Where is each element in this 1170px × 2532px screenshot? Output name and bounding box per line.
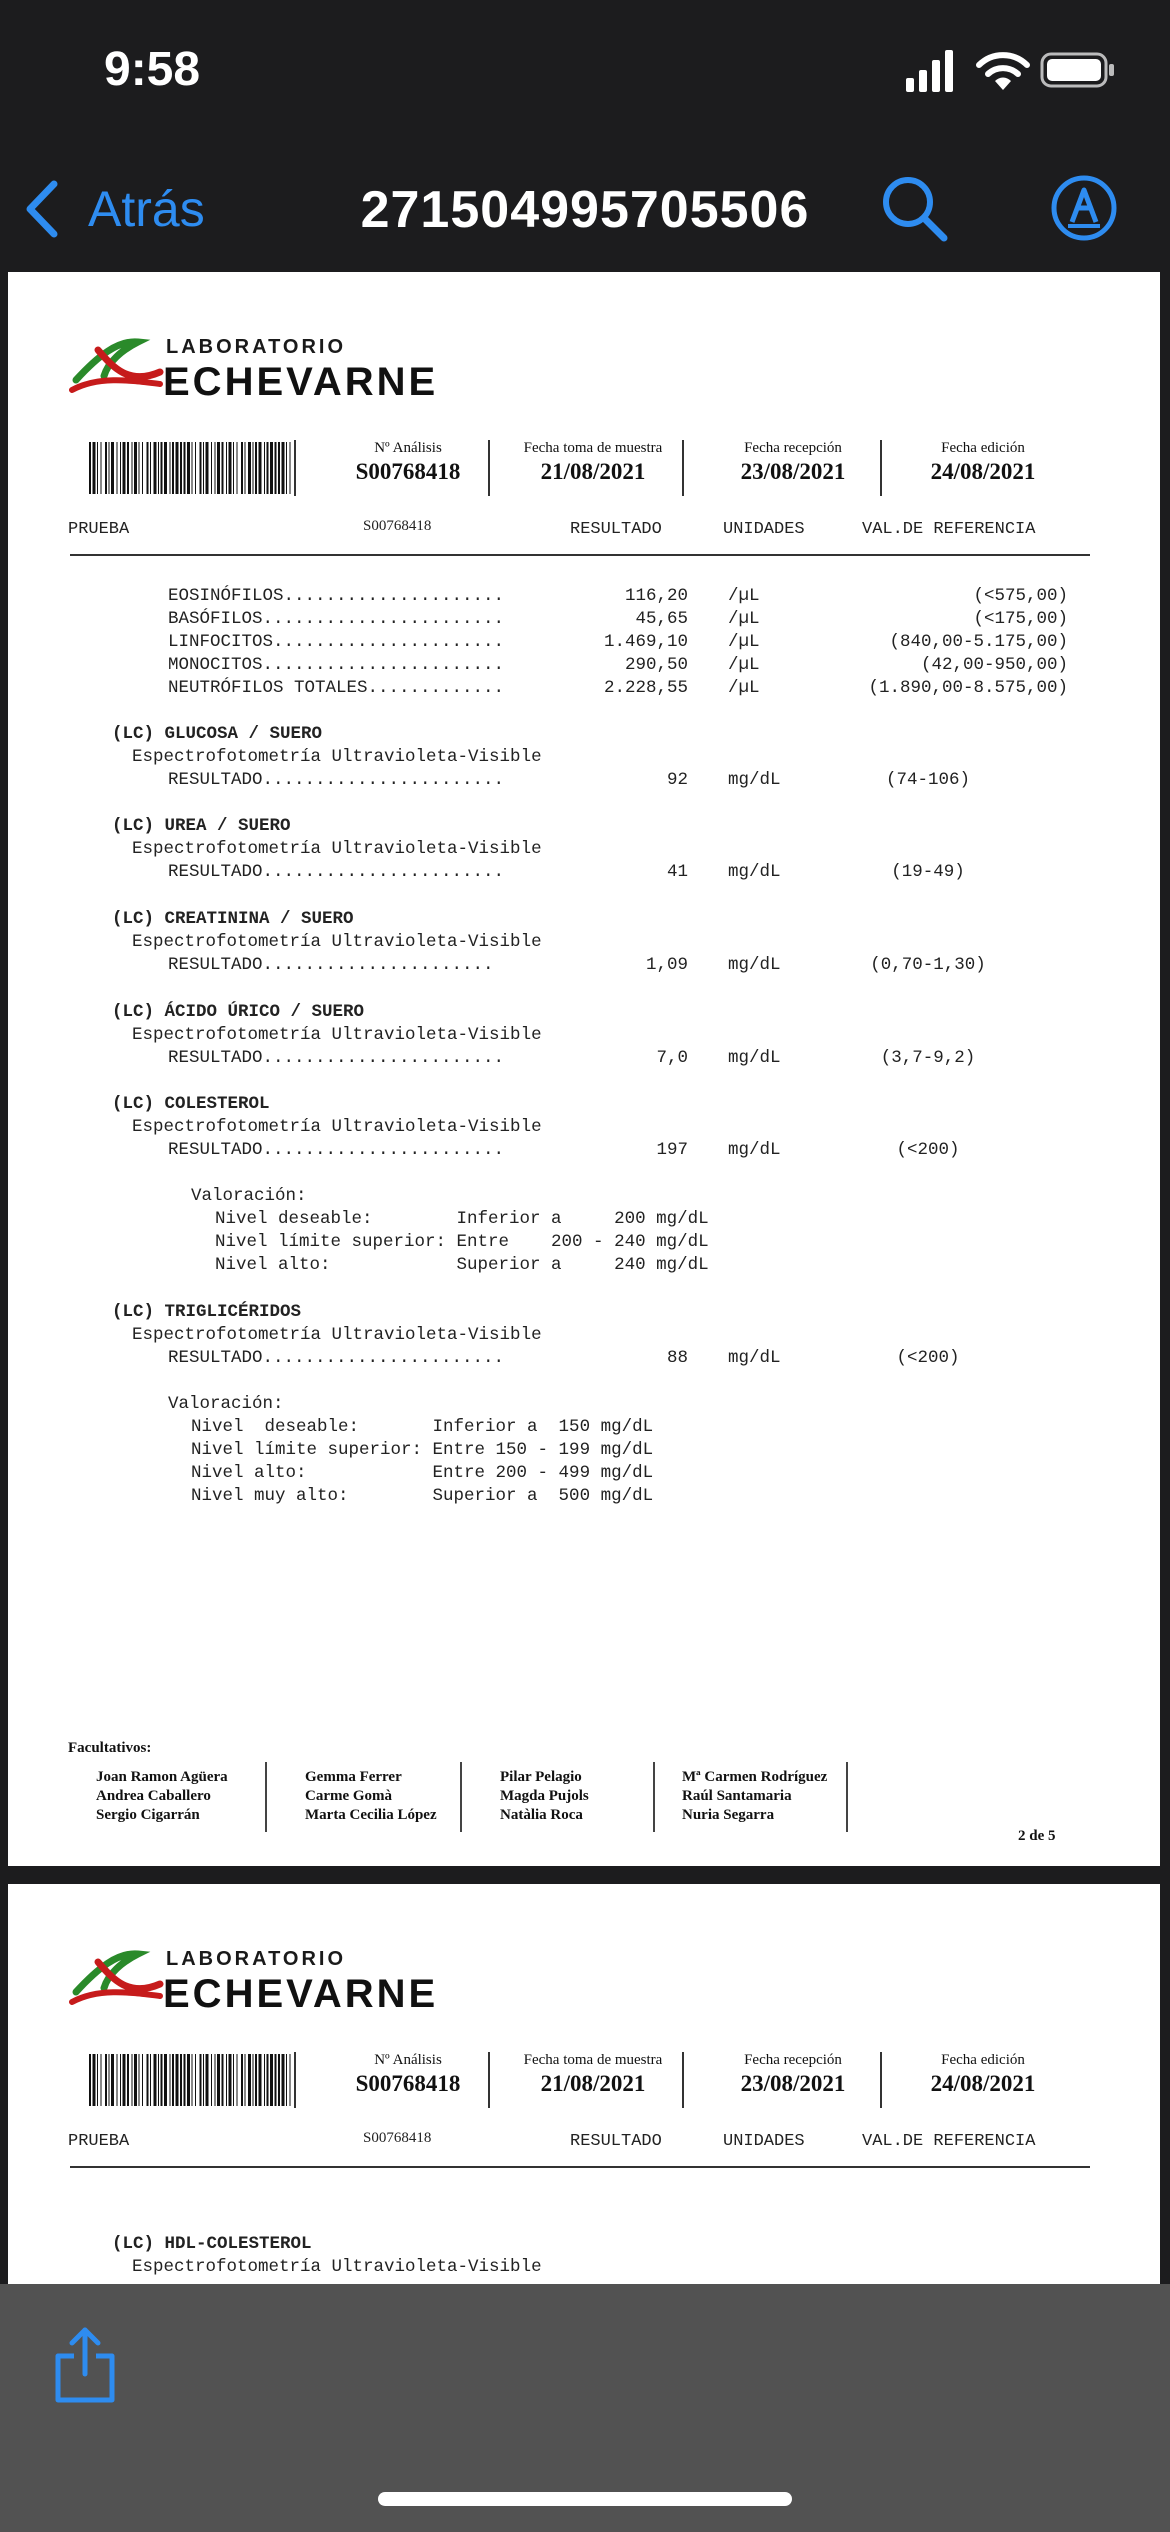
barcode-image — [88, 2054, 293, 2106]
test-method: Espectrofotometría Ultravioleta-Visible — [132, 1325, 542, 1345]
test-method: Espectrofotometría Ultravioleta-Visible — [132, 1025, 542, 1045]
diff-unit: /µL — [728, 586, 760, 606]
bottom-toolbar — [0, 2284, 1170, 2532]
edition-date-value: 24/08/2021 — [930, 459, 1036, 484]
test-result-label: RESULTADO...................... — [168, 955, 494, 975]
diff-name: LINFOCITOS...................... — [168, 632, 505, 652]
reception-date-block — [698, 440, 888, 485]
chol-valoracion-line: Nivel deseable: Inferior a 200 mg/dL — [215, 1209, 709, 1229]
trig-valoracion-line: Nivel muy alto: Superior a 500 mg/dL — [191, 1486, 654, 1506]
test-title: (LC) UREA / SUERO — [112, 816, 291, 836]
test-method: Espectrofotometría Ultravioleta-Visible — [132, 1117, 542, 1137]
test-unit: mg/dL — [728, 1140, 781, 1160]
test-method: Espectrofotometría Ultravioleta-Visible — [132, 839, 542, 859]
test-result-label: RESULTADO....................... — [168, 770, 505, 790]
sample-date-block — [498, 2052, 688, 2097]
column-header-unidades: UNIDADES — [723, 2132, 805, 2151]
lab-logo-icon — [68, 1948, 168, 2010]
diff-ref: (<575,00) — [973, 586, 1068, 606]
diff-value: 116,20 — [624, 586, 688, 606]
test-result-label: RESULTADO....................... — [168, 862, 505, 882]
lab-label-small: LABORATORIO — [166, 1948, 347, 1970]
chol-valoracion-title: Valoración: — [191, 1186, 307, 1206]
trig-valoracion-line: Nivel deseable: Inferior a 150 mg/dL — [191, 1417, 654, 1437]
diff-ref: (42,00-950,00) — [920, 655, 1068, 675]
trig-valoracion-title: Valoración: — [168, 1394, 284, 1414]
header-divider — [488, 2052, 490, 2108]
test-ref: (<200) — [896, 1348, 960, 1368]
doctor-name: Pilar Pelagio — [500, 1769, 582, 1785]
facultativos-column — [500, 1768, 589, 1825]
sample-id-small: S00768418 — [363, 518, 432, 534]
battery-icon — [1040, 50, 1116, 90]
diff-unit: /µL — [728, 609, 760, 629]
header-divider — [294, 440, 296, 496]
column-header-resultado: RESULTADO — [570, 2132, 662, 2151]
reception-date-label: Fecha recepción — [744, 440, 842, 456]
doctor-name: Andrea Caballero — [96, 1788, 211, 1804]
diff-name: EOSINÓFILOS..................... — [168, 586, 505, 606]
doctor-name: Mª Carmen Rodríguez — [682, 1769, 828, 1785]
test-result-label: RESULTADO....................... — [168, 1048, 505, 1068]
document-page-2[interactable] — [8, 1884, 1160, 2284]
diff-unit: /µL — [728, 678, 760, 698]
lab-label-small: LABORATORIO — [166, 336, 347, 358]
test-unit: mg/dL — [728, 1348, 781, 1368]
doctor-name: Raúl Santamaria — [682, 1788, 792, 1804]
column-header-prueba: PRUEBA — [68, 520, 130, 539]
doctor-name: Nuria Segarra — [682, 1807, 775, 1823]
status-time: 9:58 — [104, 43, 201, 96]
nav-title: 271504995705506 — [360, 181, 810, 239]
diff-ref: (<175,00) — [973, 609, 1068, 629]
column-header-resultado: RESULTADO — [570, 520, 662, 539]
header-divider — [488, 440, 490, 496]
chol-valoracion-line: Nivel alto: Superior a 240 mg/dL — [215, 1255, 709, 1275]
test-method: Espectrofotometría Ultravioleta-Visible — [132, 747, 542, 767]
reception-date-value: 23/08/2021 — [740, 2071, 846, 2096]
test-result-value: 92 — [666, 770, 688, 790]
test-result-value: 197 — [656, 1140, 688, 1160]
footer-divider — [460, 1762, 462, 1832]
lab-logo-icon — [68, 336, 168, 398]
test-ref: (19-49) — [891, 862, 965, 882]
header-rule — [70, 2166, 1090, 2168]
home-indicator[interactable] — [378, 2492, 792, 2506]
header-divider — [294, 2052, 296, 2108]
analysis-number-block — [328, 2052, 488, 2097]
sample-date-label: Fecha toma de muestra — [523, 440, 663, 456]
sample-date-block — [498, 440, 688, 485]
test-ref: (3,7-9,2) — [880, 1048, 976, 1068]
test-result-label: RESULTADO....................... — [168, 1140, 505, 1160]
diff-name: BASÓFILOS....................... — [168, 609, 505, 629]
doctor-name: Carme Gomà — [305, 1788, 393, 1804]
footer-divider — [265, 1762, 267, 1832]
doctor-name: Natàlia Roca — [500, 1807, 583, 1823]
test-unit: mg/dL — [728, 1048, 781, 1068]
doctor-name: Marta Cecilia López — [305, 1807, 437, 1823]
diff-value: 290,50 — [624, 655, 688, 675]
test-title: (LC) TRIGLICÉRIDOS — [112, 1302, 302, 1322]
markup-pen-icon[interactable] — [1050, 174, 1118, 242]
diff-name: NEUTRÓFILOS TOTALES............. — [168, 678, 505, 698]
test-title: (LC) GLUCOSA / SUERO — [112, 724, 323, 744]
header-divider — [682, 440, 684, 496]
search-icon[interactable] — [880, 174, 950, 244]
header-divider — [880, 440, 882, 496]
edition-date-block — [888, 440, 1078, 485]
test-result-label: RESULTADO....................... — [168, 1348, 505, 1368]
test-result-value: 1,09 — [645, 955, 688, 975]
document-page-1[interactable] — [8, 272, 1160, 1866]
diff-value: 45,65 — [635, 609, 688, 629]
diff-ref: (840,00-5.175,00) — [889, 632, 1068, 652]
test-title: (LC) HDL-COLESTEROL — [112, 2234, 312, 2254]
analysis-label: Nº Análisis — [374, 2052, 442, 2068]
test-ref: (0,70-1,30) — [870, 955, 986, 975]
column-header-unidades: UNIDADES — [723, 520, 805, 539]
doctor-name: Gemma Ferrer — [305, 1769, 402, 1785]
test-method: Espectrofotometría Ultravioleta-Visible — [132, 2257, 542, 2277]
column-header-prueba: PRUEBA — [68, 2132, 130, 2151]
barcode-image — [88, 442, 293, 494]
analysis-label: Nº Análisis — [374, 440, 442, 456]
analysis-number-block — [328, 440, 488, 485]
back-button[interactable] — [24, 174, 205, 244]
sample-date-value: 21/08/2021 — [540, 459, 646, 484]
test-title: (LC) ÁCIDO ÚRICO / SUERO — [112, 1002, 365, 1022]
header-rule — [70, 554, 1090, 556]
wifi-icon — [975, 50, 1031, 92]
facultativos-column — [682, 1768, 827, 1825]
test-ref: (<200) — [896, 1140, 960, 1160]
lab-name: ECHEVARNE — [163, 360, 439, 404]
facultativos-column — [305, 1768, 437, 1825]
column-header-referencia: VAL.DE REFERENCIA — [862, 2132, 1036, 2151]
edition-date-value: 24/08/2021 — [930, 2071, 1036, 2096]
test-result-value: 41 — [666, 862, 688, 882]
edition-date-label: Fecha edición — [941, 440, 1025, 456]
test-result-value: 7,0 — [656, 1048, 688, 1068]
reception-date-block — [698, 2052, 888, 2097]
doctor-name: Joan Ramon Agüera — [96, 1769, 228, 1785]
analysis-value: S00768418 — [355, 459, 461, 484]
diff-name: MONOCITOS....................... — [168, 655, 505, 675]
chevron-left-icon — [24, 180, 60, 238]
diff-value: 2.228,55 — [603, 678, 688, 698]
diff-value: 1.469,10 — [603, 632, 688, 652]
doctor-name: Magda Pujols — [500, 1788, 589, 1804]
chol-valoracion-line: Nivel límite superior: Entre 200 - 240 mg/dL — [215, 1232, 709, 1252]
status-bar — [0, 0, 1170, 150]
doctor-name: Sergio Cigarrán — [96, 1807, 200, 1823]
test-result-value: 88 — [666, 1348, 688, 1368]
test-unit: mg/dL — [728, 770, 781, 790]
footer-divider — [846, 1762, 848, 1832]
test-title: (LC) CREATININA / SUERO — [112, 909, 354, 929]
sample-date-label: Fecha toma de muestra — [523, 2052, 663, 2068]
edition-date-label: Fecha edición — [941, 2052, 1025, 2068]
facultativos-column — [96, 1768, 228, 1825]
diff-unit: /µL — [728, 655, 760, 675]
trig-valoracion-line: Nivel límite superior: Entre 150 - 199 mg/dL — [191, 1440, 654, 1460]
analysis-value: S00768418 — [355, 2071, 461, 2096]
sample-date-value: 21/08/2021 — [540, 2071, 646, 2096]
sample-id-small: S00768418 — [363, 2130, 432, 2146]
share-icon[interactable] — [50, 2324, 120, 2404]
back-label: Atrás — [88, 181, 205, 237]
diff-unit: /µL — [728, 632, 760, 652]
diff-ref: (1.890,00-8.575,00) — [868, 678, 1068, 698]
header-divider — [880, 2052, 882, 2108]
navigation-bar — [0, 150, 1170, 272]
reception-date-value: 23/08/2021 — [740, 459, 846, 484]
test-method: Espectrofotometría Ultravioleta-Visible — [132, 932, 542, 952]
lab-name: ECHEVARNE — [163, 1972, 439, 2016]
cellular-signal-icon — [906, 48, 954, 92]
page-number: 2 de 5 — [1018, 1828, 1056, 1844]
test-unit: mg/dL — [728, 955, 781, 975]
test-title: (LC) COLESTEROL — [112, 1094, 270, 1114]
header-divider — [682, 2052, 684, 2108]
trig-valoracion-line: Nivel alto: Entre 200 - 499 mg/dL — [191, 1463, 654, 1483]
column-header-referencia: VAL.DE REFERENCIA — [862, 520, 1036, 539]
reception-date-label: Fecha recepción — [744, 2052, 842, 2068]
test-ref: (74-106) — [885, 770, 970, 790]
test-unit: mg/dL — [728, 862, 781, 882]
facultativos-title: Facultativos: — [68, 1740, 152, 1756]
footer-divider — [653, 1762, 655, 1832]
edition-date-block — [888, 2052, 1078, 2097]
